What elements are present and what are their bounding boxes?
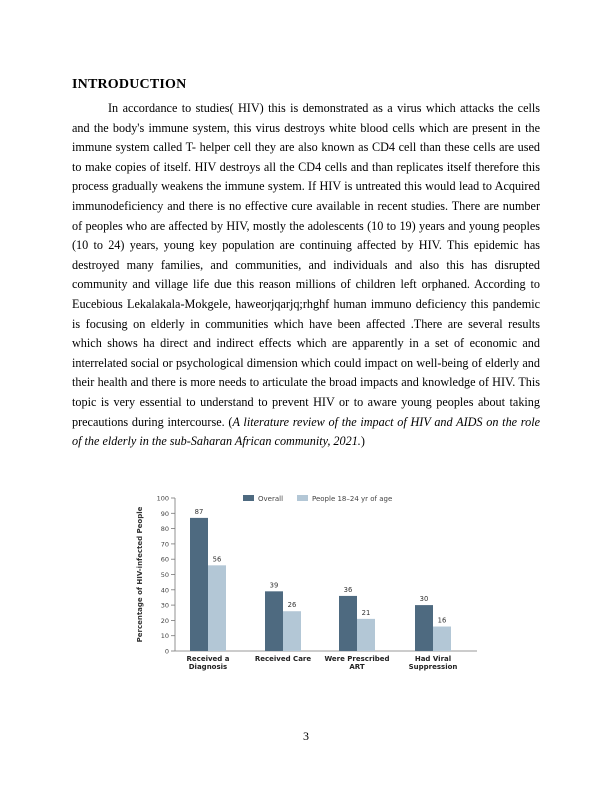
hiv-bar-chart <box>125 484 482 680</box>
y-tick-label: 80 <box>160 525 169 534</box>
y-tick-label: 60 <box>160 555 169 564</box>
page-number: 3 <box>303 729 309 743</box>
x-category-label: Received a <box>186 655 230 663</box>
citation-close: ) <box>360 434 365 449</box>
bar <box>208 565 226 651</box>
x-category-label: Diagnosis <box>188 663 228 671</box>
legend-label: Overall <box>258 495 284 503</box>
x-category-label: Had Viral <box>414 655 452 663</box>
x-category-label: Were Prescribed <box>324 655 390 663</box>
bar <box>190 518 208 651</box>
citation-italic: A literature review of the impact of HIV and AIDS on the role of the elderly in the sub-Saharan African community, 2021. <box>72 414 540 449</box>
y-axis-label: Percentage of HIV-infected People <box>136 506 144 643</box>
y-tick-label: 0 <box>164 647 169 656</box>
bar <box>415 605 433 651</box>
x-category-label: Suppression <box>408 663 458 671</box>
bar-value-label: 26 <box>287 601 297 610</box>
bar-value-label: 39 <box>269 581 279 590</box>
bar-value-label: 56 <box>212 555 222 564</box>
y-tick-label: 10 <box>160 632 169 641</box>
y-tick-label: 100 <box>156 494 169 503</box>
section-heading: INTRODUCTION <box>72 77 187 92</box>
y-tick-label: 20 <box>160 616 169 625</box>
bar <box>265 591 283 651</box>
bar-value-label: 30 <box>419 595 429 604</box>
paragraph-text: In accordance to studies( HIV) this is demonstrated as a virus which attacks the cells and the body's immune system, this virus destroys white blood cells which are present in the immune system called T- helper cell they are also known as CD4 cell than these cells are used to make copies of itself. HIV destroys all the CD4 cells and than replicates itself therefore this process gradually weakens the immune system. If HIV is untreated this would lead to Acquired immunodeficiency and there is no effective cure available in recent studies. There are number of peoples who are affected by HIV, mostly the adolescents (10 to 19) years and young peoples (10 to 24) years, young key population are continuing affected by HIV. This epidemic has destroyed many families, and communities, and individuals and also this has disrupted community and village life due this reason millions of children left orphaned. According to Eucebious Lekalakala-Mokgele, haweorjqarjq;rhghf human immuno deficiency this pandemic is focusing on elderly in communities which have been affected .There are several results which shows ha direct and indirect effects which are apparently in a set of economic and interrelated social or psychological dimension which could impact on well-being of elderly and their health and there is more needs to articulate the broad impacts and knowledge of HIV. This topic is very essential to understand to prevent HIV or to aware young peoples about taking precautions during intercourse. ( <box>72 101 540 429</box>
chart-svg <box>125 484 482 680</box>
bar-value-label: 87 <box>194 507 204 516</box>
x-category-label: ART <box>349 663 365 671</box>
legend-swatch <box>297 495 308 501</box>
bar <box>283 611 301 651</box>
y-tick-label: 90 <box>160 509 169 518</box>
y-tick-label: 30 <box>160 601 169 610</box>
y-tick-label: 40 <box>160 586 169 595</box>
legend-swatch <box>243 495 254 501</box>
bar-value-label: 21 <box>361 608 371 617</box>
bar-value-label: 16 <box>437 616 447 625</box>
bar <box>357 619 375 651</box>
y-tick-label: 50 <box>160 571 169 579</box>
legend-label: People 18–24 yr of age <box>312 495 393 503</box>
bar <box>339 596 357 651</box>
intro-paragraph <box>72 99 540 452</box>
bar-value-label: 36 <box>343 585 353 594</box>
x-category-label: Received Care <box>254 655 312 663</box>
bar <box>433 627 451 651</box>
y-tick-label: 70 <box>160 540 169 549</box>
